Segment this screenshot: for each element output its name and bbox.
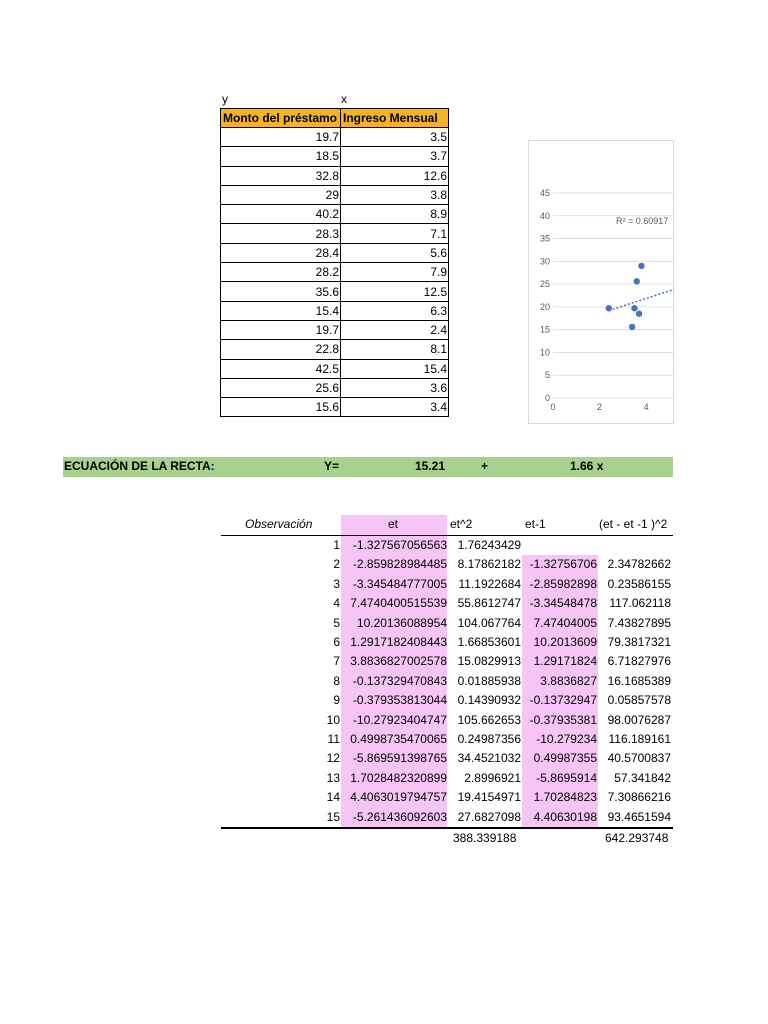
- monthly-income-cell[interactable]: 2.4: [341, 320, 449, 339]
- observation-cell[interactable]: 15: [326, 809, 340, 824]
- observation-cell[interactable]: 2: [333, 557, 340, 572]
- diff-squared-cell[interactable]: 93.4651594: [607, 809, 671, 824]
- y-tick-label: 20: [539, 301, 550, 312]
- monthly-income-cell[interactable]: 7.9: [341, 263, 449, 282]
- sum-diff-squared[interactable]: 642.293748: [605, 831, 669, 845]
- residual-row: [0, 652, 768, 672]
- header-et2[interactable]: et^2: [450, 517, 473, 531]
- table-row: [221, 185, 449, 204]
- header-et[interactable]: et: [388, 517, 399, 531]
- chart-border: [529, 141, 674, 424]
- header-et-1[interactable]: et-1: [525, 517, 546, 531]
- et2-cell[interactable]: 19.4154971: [457, 790, 521, 805]
- observation-cell[interactable]: 13: [326, 770, 340, 785]
- scatter-chart[interactable]: [528, 140, 674, 424]
- et-cell[interactable]: -0.379353813044: [352, 693, 447, 708]
- loan-amount-cell[interactable]: 32.8: [221, 166, 341, 185]
- y-tick-label: 10: [539, 347, 550, 358]
- monthly-income-cell[interactable]: 7.1: [341, 224, 449, 243]
- table-row: [221, 166, 449, 185]
- table-row: [221, 147, 449, 166]
- loan-amount-cell[interactable]: 28.2: [221, 263, 341, 282]
- residual-row: [0, 614, 768, 634]
- loan-amount-cell[interactable]: 25.6: [221, 378, 341, 397]
- et2-cell[interactable]: 8.17862182: [457, 557, 521, 572]
- et-1-cell[interactable]: 4.40630198: [533, 809, 597, 824]
- table-row: [221, 224, 449, 243]
- table-row: [221, 205, 449, 224]
- et-cell[interactable]: -0.137329470843: [352, 673, 447, 688]
- residual-row: [0, 594, 768, 614]
- y-tick-label: 30: [539, 256, 550, 267]
- loan-income-table: [220, 108, 449, 417]
- diff-squared-cell[interactable]: 117.062118: [609, 596, 671, 611]
- y-tick-label: 0: [544, 393, 550, 403]
- et2-cell[interactable]: 15.0829913: [457, 654, 521, 669]
- residual-row: [0, 730, 768, 750]
- residual-row: [0, 769, 768, 789]
- loan-amount-cell[interactable]: 42.5: [221, 359, 341, 378]
- monthly-income-cell[interactable]: 3.8: [341, 185, 449, 204]
- et2-cell[interactable]: 27.6827098: [457, 809, 521, 824]
- table-row: [221, 282, 449, 301]
- monthly-income-cell[interactable]: 3.5: [341, 128, 449, 147]
- equation-label: ECUACIÓN DE LA RECTA:: [64, 459, 215, 473]
- table-row: [221, 243, 449, 262]
- loan-amount-cell[interactable]: 40.2: [221, 205, 341, 224]
- residual-row: [0, 808, 768, 828]
- observation-cell[interactable]: 7: [333, 654, 340, 669]
- loan-amount-cell[interactable]: 28.4: [221, 243, 341, 262]
- monthly-income-cell[interactable]: 3.6: [341, 378, 449, 397]
- loan-amount-cell[interactable]: 22.8: [221, 340, 341, 359]
- y-tick-label: 15: [539, 324, 550, 335]
- equation-y: Y=: [324, 459, 340, 473]
- header-diff-squared[interactable]: (et - et -1 )^2: [599, 517, 668, 531]
- monthly-income-cell[interactable]: 3.7: [341, 147, 449, 166]
- monthly-income-cell[interactable]: 3.4: [341, 398, 449, 417]
- diff-squared-cell[interactable]: 7.30866216: [607, 790, 671, 805]
- et-1-cell[interactable]: -1.32756706: [529, 557, 597, 572]
- header-observacion[interactable]: Observación: [245, 517, 313, 531]
- et2-cell[interactable]: 2.8996921: [464, 770, 521, 785]
- y-tick-label: 45: [539, 188, 550, 198]
- x-column-label: x: [341, 92, 347, 106]
- et-1-cell[interactable]: -5.8695914: [536, 770, 597, 785]
- loan-amount-cell[interactable]: 28.3: [221, 224, 341, 243]
- observation-cell[interactable]: 5: [333, 615, 340, 630]
- et-1-cell[interactable]: 10.2013609: [533, 635, 597, 649]
- et2-cell[interactable]: 1.66853601: [457, 635, 521, 649]
- y-tick-label: 25: [539, 279, 550, 290]
- residual-row: [0, 633, 768, 653]
- observation-cell[interactable]: 3: [333, 576, 340, 591]
- data-point[interactable]: [629, 324, 635, 330]
- equation-intercept: 15.21: [415, 459, 446, 473]
- residual-row: [0, 691, 768, 711]
- et2-cell[interactable]: 34.4521032: [457, 751, 521, 766]
- et-1-cell[interactable]: 0.49987355: [533, 751, 597, 766]
- et2-cell[interactable]: 1.76243429: [457, 538, 521, 552]
- table-row: [221, 359, 449, 378]
- loan-amount-cell[interactable]: 35.6: [221, 282, 341, 301]
- et-cell[interactable]: -5.261436092603: [352, 809, 447, 824]
- table-row: [221, 398, 449, 417]
- et-1-cell[interactable]: 1.29171824: [533, 654, 597, 669]
- et2-cell[interactable]: 11.1922684: [458, 576, 521, 591]
- et-1-cell[interactable]: -10.279234: [536, 732, 597, 746]
- observation-cell[interactable]: 1: [333, 538, 340, 552]
- observation-cell[interactable]: 12: [326, 751, 340, 766]
- monthly-income-cell[interactable]: 12.5: [341, 282, 449, 301]
- data-point[interactable]: [606, 305, 612, 311]
- monthly-income-cell[interactable]: 8.9: [341, 205, 449, 224]
- residual-row: [0, 575, 768, 595]
- x-tick-label: 4: [643, 402, 649, 412]
- diff-squared-cell[interactable]: 98.0076287: [607, 712, 671, 727]
- residual-row: [0, 672, 768, 692]
- et-cell[interactable]: -5.869591398765: [352, 751, 447, 766]
- data-point[interactable]: [636, 311, 642, 317]
- et-cell[interactable]: -3.345484777005: [352, 576, 447, 591]
- observation-cell[interactable]: 9: [333, 693, 340, 708]
- et-1-cell[interactable]: 1.70284823: [533, 790, 597, 805]
- sum-et2[interactable]: 388.339188: [453, 831, 517, 845]
- et-1-cell[interactable]: 3.8836827: [540, 673, 597, 688]
- diff-squared-cell[interactable]: 79.3817321: [607, 635, 671, 649]
- table-row: [221, 301, 449, 320]
- et-1-cell[interactable]: -2.85982898: [529, 576, 597, 591]
- et-1-cell[interactable]: -0.37935381: [529, 712, 597, 727]
- et2-cell[interactable]: 104.067764: [457, 615, 521, 630]
- monthly-income-cell[interactable]: 12.6: [341, 166, 449, 185]
- observation-cell[interactable]: 4: [333, 596, 340, 611]
- monthly-income-cell[interactable]: 6.3: [341, 301, 449, 320]
- y-tick-label: 40: [539, 210, 550, 221]
- et-cell[interactable]: -10.27923404747: [352, 712, 447, 727]
- x-tick-label: 2: [597, 402, 603, 412]
- observation-cell[interactable]: 10: [326, 712, 340, 727]
- observation-cell[interactable]: 14: [326, 790, 340, 805]
- et2-cell[interactable]: 0.14390932: [457, 693, 521, 708]
- data-point[interactable]: [638, 263, 644, 269]
- observation-cell[interactable]: 11: [327, 732, 340, 746]
- monthly-income-cell[interactable]: 5.6: [341, 243, 449, 262]
- residual-row: [0, 711, 768, 731]
- monthly-income-cell[interactable]: 8.1: [341, 340, 449, 359]
- monthly-income-cell[interactable]: 15.4: [341, 359, 449, 378]
- et2-cell[interactable]: 105.662653: [457, 712, 521, 727]
- equation-bar: [63, 457, 673, 477]
- diff-squared-cell[interactable]: 40.5700837: [607, 751, 671, 766]
- diff-squared-cell[interactable]: 16.1685389: [607, 673, 671, 688]
- loan-amount-cell[interactable]: 19.7: [221, 320, 341, 339]
- header-loan-amount[interactable]: Monto del préstamo: [221, 109, 341, 128]
- diff-squared-cell[interactable]: 57.341842: [614, 770, 671, 785]
- et2-cell[interactable]: 0.24987356: [457, 732, 521, 746]
- residual-row: [0, 788, 768, 808]
- y-column-label: y: [222, 92, 228, 106]
- et-cell[interactable]: 3.8836827002578: [350, 654, 447, 669]
- et-1-cell[interactable]: -3.34548478: [529, 596, 597, 611]
- header-monthly-income[interactable]: Ingreso Mensual: [341, 109, 449, 128]
- table-row: [221, 340, 449, 359]
- et-cell[interactable]: 1.2917182408443: [350, 635, 447, 649]
- r-squared-label: R² = 0.60917: [616, 216, 669, 226]
- data-point[interactable]: [634, 278, 640, 284]
- et2-cell[interactable]: 0.01885938: [457, 673, 521, 688]
- loan-amount-cell[interactable]: 15.6: [221, 398, 341, 417]
- et-1-cell[interactable]: 7.47404005: [533, 615, 597, 630]
- table-row: [221, 378, 449, 397]
- table-row: [221, 128, 449, 147]
- diff-squared-cell[interactable]: 6.71827976: [607, 654, 671, 669]
- loan-amount-cell[interactable]: 29: [221, 185, 341, 204]
- et-cell[interactable]: 4.4063019794757: [350, 790, 447, 805]
- diff-squared-cell[interactable]: 0.05857578: [607, 693, 671, 708]
- table-row: [221, 320, 449, 339]
- x-tick-label: 0: [550, 402, 556, 412]
- diff-squared-cell[interactable]: 7.43827895: [607, 615, 671, 630]
- table-row: [221, 263, 449, 282]
- et-1-cell[interactable]: -0.13732947: [529, 693, 597, 708]
- et-cell[interactable]: 1.7028482320899: [350, 770, 447, 785]
- diff-squared-cell[interactable]: 0.23586155: [607, 576, 671, 591]
- residual-row: [0, 555, 768, 575]
- equation-slope-term: 1.66 x: [570, 459, 604, 473]
- y-tick-label: 5: [544, 370, 550, 381]
- data-point[interactable]: [631, 305, 637, 311]
- equation-plus: +: [481, 459, 489, 473]
- et-cell[interactable]: 7.4740400515539: [350, 596, 447, 611]
- loan-amount-cell[interactable]: 15.4: [221, 301, 341, 320]
- observation-cell[interactable]: 8: [333, 673, 340, 688]
- total-divider: [221, 827, 673, 829]
- residual-row: [0, 536, 768, 556]
- observation-cell[interactable]: 6: [333, 635, 340, 649]
- et-cell[interactable]: 10.20136088954: [356, 615, 447, 630]
- loan-amount-cell[interactable]: 19.7: [221, 128, 341, 147]
- et2-cell[interactable]: 55.8612747: [457, 596, 521, 611]
- diff-squared-cell[interactable]: 116.189161: [608, 732, 671, 746]
- et-cell[interactable]: -1.327567056563: [352, 538, 447, 552]
- residual-row: [0, 749, 768, 769]
- et-cell[interactable]: 0.4998735470065: [350, 732, 447, 746]
- y-tick-label: 35: [539, 233, 550, 244]
- diff-squared-cell[interactable]: 2.34782662: [607, 557, 671, 572]
- loan-amount-cell[interactable]: 18.5: [221, 147, 341, 166]
- et-cell[interactable]: -2.859828984485: [352, 557, 447, 572]
